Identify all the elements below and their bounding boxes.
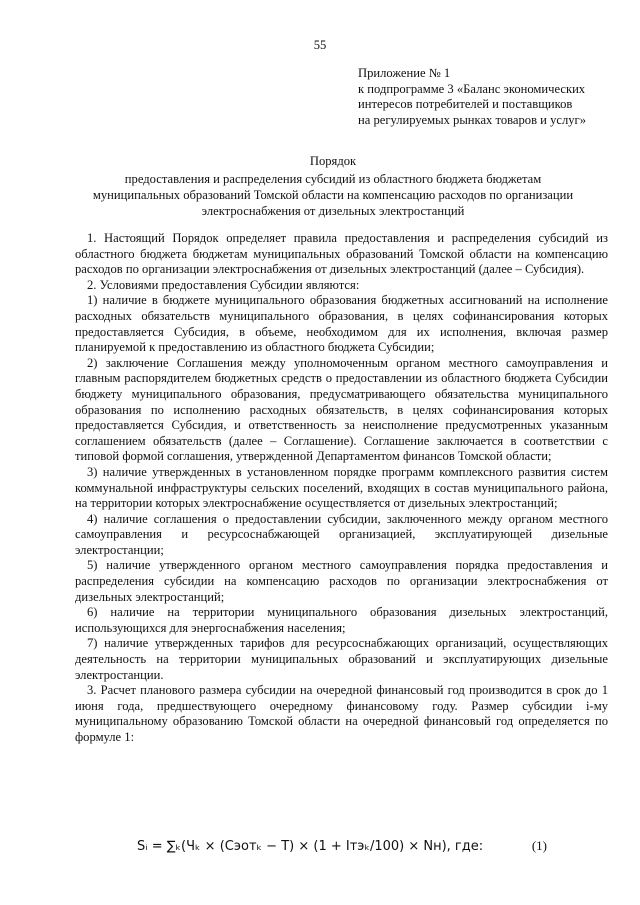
paragraph-3: 3. Расчет планового размера субсидии на очередной финансовый год производится в срок до 1 июня года, предшествующего очередному финансовому году. Размер субсидии i-му муниципальному образованию Томской области на очередной финансовый год определяется по формуле 1:: [75, 683, 608, 744]
paragraph-2-item-4: 4) наличие соглашения о предоставлении субсидии, заключенного между органом местного самоуправления и ресурсоснабжающей организацией, эксплуатирующей дизельные электростанции;: [75, 511, 608, 557]
paragraph-2-item-1: 1) наличие в бюджете муниципального образования бюджетных ассигнований на исполнение расходных обязательств муниципального образования, в целях софинансирования которых предоставляется Субсидия, в объеме, необходимом для их исполнения, включая размер планируемой к предоставлению из областного бюджета Субсидии;: [75, 293, 608, 355]
title-line: муниципальных образований Томской области на компенсацию расходов по организации: [92, 188, 574, 202]
paragraph-2-item-6: 6) наличие на территории муниципального образования дизельных электростанций, использующихся для энергоснабжения населения;: [75, 605, 608, 635]
paragraph-2: 2. Условиями предоставления Субсидии являются:: [87, 277, 360, 292]
formula-1: [137, 838, 547, 855]
appendix-line: к подпрограмме 3 «Баланс экономических: [358, 81, 586, 96]
page-number: 55: [313, 38, 327, 52]
title-line: электроснабжения от дизельных электростанций: [201, 204, 465, 218]
appendix-note: [358, 66, 628, 128]
paragraph-2-item-2: 2) заключение Соглашения между уполномоченным органом местного самоуправления и главным распорядителем бюджетных средств о предоставлении из областного бюджета Субсидии бюджету муниципального образования, предусматривающего обязательства муниципального образования по исполнению расходных обязательств, в целях софинансирования которых предоставляется Субсидия, и ответственность за неисполнение предусмотренных указанным соглашением обязательств (далее – Соглашение). Соглашение заключается в соответствии с типовой формой соглашения, утвержденной Департаментом финансов Томской области;: [75, 355, 608, 464]
paragraph-2-item-5: 5) наличие утвержденного органом местного самоуправления порядка предоставления и распределения субсидии на компенсацию расходов по организации электроснабжения от дизельных электростанций;: [75, 558, 608, 604]
appendix-line: интересов потребителей и поставщиков: [358, 97, 573, 111]
title-line: предоставления и распределения субсидий из областного бюджета бюджетам: [124, 172, 542, 186]
appendix-line: на регулируемых рынках товаров и услуг»: [358, 112, 586, 127]
formula-number: (1): [531, 838, 547, 853]
document-title: [60, 153, 606, 219]
title-heading: Порядок: [309, 154, 357, 168]
document-body: [75, 231, 608, 746]
paragraph-2-item-7: 7) наличие утвержденных тарифов для ресурсоснабжающих организаций, осуществляющих деятельность на территории муниципальных образований и эксплуатирующих дизельные электростанции.: [75, 636, 608, 682]
paragraph-2-item-3: 3) наличие утвержденных в установленном порядке программ комплексного развития систем коммунальной инфраструктуры сельских поселений, входящих в состав муниципального района, на территории которых электроснабжение осуществляется от дизельных электростанций;: [75, 464, 608, 511]
formula-expression: Sᵢ = ∑ₖ(Чₖ × (Сэотₖ − Т) × (1 + Iтэₖ/100) × Nн), где:: [137, 839, 484, 854]
appendix-line: Приложение № 1: [358, 66, 451, 80]
paragraph-1: 1. Настоящий Порядок определяет правила предоставления и распределения субсидий из областного бюджета бюджетам муниципальных образований Томской области на компенсацию расходов по организации электроснабжения от дизельных электростанций (далее – Субсидия).: [75, 231, 608, 277]
